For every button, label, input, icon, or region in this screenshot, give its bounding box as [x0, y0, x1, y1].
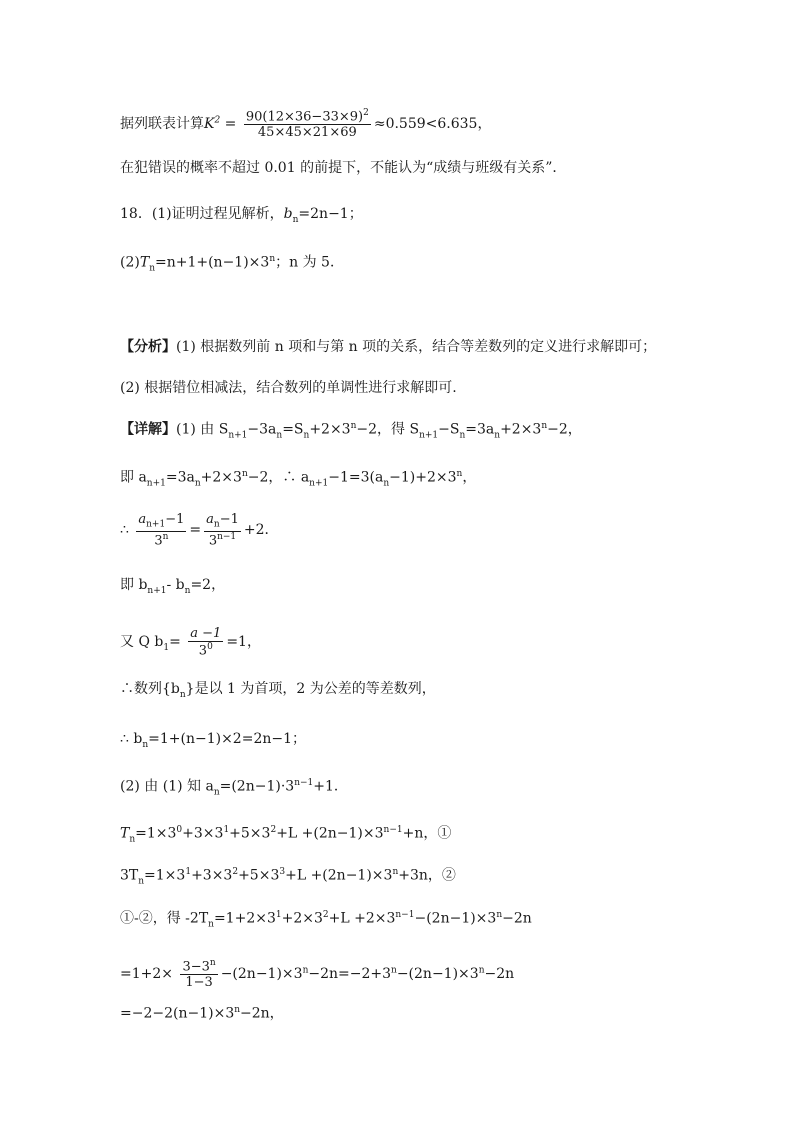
line-detail-3: ∴ $\frac{a_{n+1}-1}{3^n}$ = $\frac{a_n-1}{3^{n-1}}$ +2．: [120, 512, 279, 548]
detail-tag: 【详解】: [120, 421, 176, 438]
line-analysis-1: 【分析】(1) 根据数列前 n 项和与第 n 项的关系，结合等差数列的定义进行求解即可；: [120, 339, 657, 355]
line-detail-10: $3T_n=1\times 3^1+3\times 3^2+5\times 3^3+L +(2n-1)\times 3^n+3n$，②: [120, 867, 456, 887]
line-answer-18-2: $(2)T_n=n+1+(n-1)\times 3^n$；n 为 5．: [120, 254, 344, 274]
line-detail-12: =1+2× $\frac{3-3^n}{1-3}$ $-(2n-1)\times 3^n-2n=-2+3^n-(2n-1)\times 3^n-2n$: [120, 958, 515, 991]
line-detail-6: ∴数列$\{b_n\}$是以 1 为首项，2 为公差的等差数列，: [120, 681, 436, 700]
fraction-left: $\frac{a_{n+1}-1}{3^n}$: [138, 512, 185, 548]
line-detail-2: 即 $a_{n+1}=3a_n+2\times 3^n-2$，∴ $a_{n+1}-1=3(a_n-1)+2\times 3^n$，: [120, 469, 477, 489]
analysis-tag: 【分析】: [120, 339, 176, 355]
line-analysis-2: (2) 根据错位相减法，结合数列的单调性进行求解即可.: [120, 380, 457, 396]
line-detail-13: $=-2-2(n-1)\times 3^n-2n$，: [120, 1005, 284, 1022]
line-conclusion: 在犯错误的概率不超过 0.01 的前提下，不能认为“成绩与班级有关系”．: [120, 160, 567, 176]
line-detail-11: ①-②，得 $-2T_n=1+2\times 3^1+2\times 3^2+L +2\times 3^{n-1}-(2n-1)\times 3^n-2n$: [120, 910, 532, 930]
line-detail-9: $T_n=1\times 3^0+3\times 3^1+5\times 3^2+L +(2n-1)\times 3^{n-1}+n$，①: [120, 825, 452, 845]
fraction-b1: $\frac{a -1}{3^0}$: [190, 626, 222, 659]
line-detail-4: 即 $b_{n+1}-$ $b_n=2$，: [120, 577, 226, 596]
chi-fraction: $\frac{90(12\times 36-33\times 9)^2}{45\times 45\times 21\times 69}$: [245, 108, 369, 141]
line-detail-1: 【详解】(1) 由 $S_{n+1}-3a_n=S_n+2\times 3^n-2$，得 $S_{n+1}-S_n=3a_n+2\times 3^n-2$，: [120, 421, 582, 441]
line-chi-square: 据列联表计算$K^2$ = $\frac{90(12\times 36-33\times 9)^2}{45\times 45\times 21\times 69}$ ≈0.559<6.635，: [120, 108, 492, 141]
line-detail-8: (2) 由 (1) 知 $a_n=(2n-1)\cdot 3^{n-1}+1$．: [120, 778, 348, 798]
line-answer-18-1: 18．(1)证明过程见解析，$b_n=2n-1$；: [120, 206, 363, 225]
fraction-geometric: $\frac{3-3^n}{1-3}$: [182, 958, 216, 991]
line-detail-5: 又 Q $b_1=$ $\frac{a -1}{3^0}$ =1，: [120, 626, 261, 659]
line-detail-7: ∴ $b_n=1+(n-1)\times 2=2n-1$；: [120, 731, 307, 750]
k-symbol: $K^2$: [204, 115, 221, 133]
fraction-right: $\frac{a_n-1}{3^{n-1}}$: [206, 512, 239, 548]
